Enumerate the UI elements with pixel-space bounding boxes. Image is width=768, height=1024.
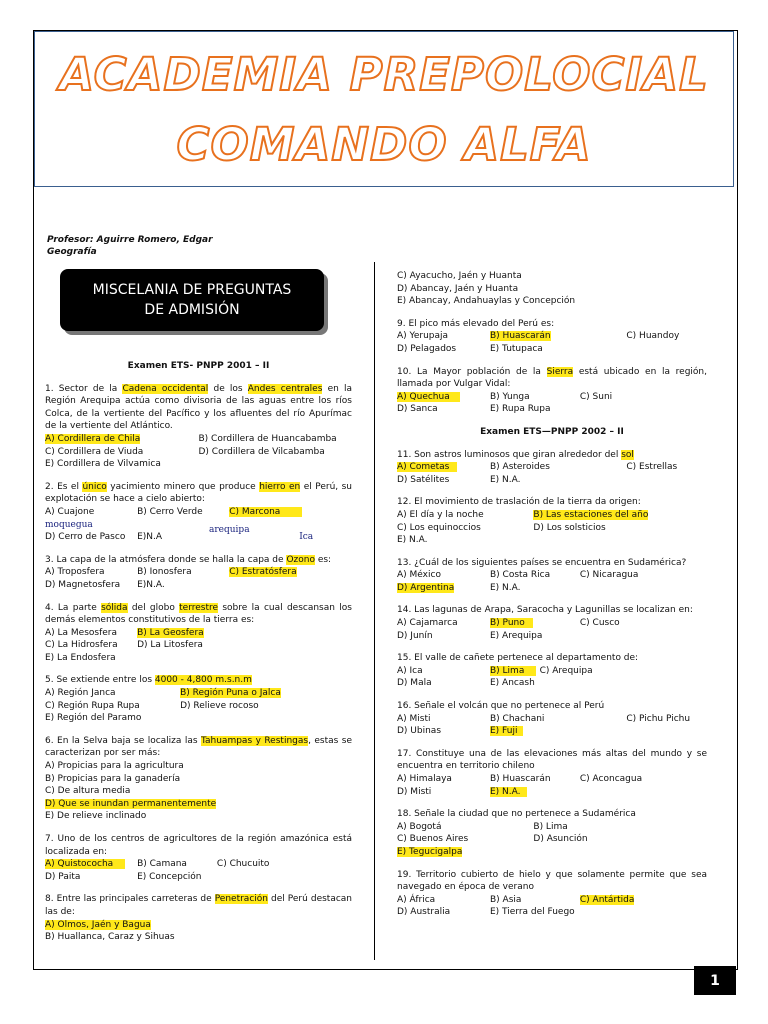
text-part: del Perú destacan las de: — [45, 894, 353, 917]
option-b: B) Las estaciones del año — [533, 509, 649, 520]
option-e: E) Región del Paramo — [45, 713, 142, 724]
question-12 — [397, 496, 707, 546]
highlight: Cadena occidental — [122, 383, 209, 394]
option-b: B) Asia — [490, 894, 522, 905]
option-e: E) De relieve inclinado — [45, 811, 147, 822]
option-a: A) La Mesosfera — [45, 627, 118, 638]
option-a: A) El día y la noche — [397, 509, 484, 520]
question-6 — [45, 735, 352, 823]
question-18 — [397, 808, 707, 858]
question-17 — [397, 748, 707, 798]
option-d: D) Misti — [397, 786, 432, 797]
option-b: B) Puno — [490, 618, 533, 628]
highlight: único — [82, 481, 107, 492]
section-title-line1: MISCELANIA DE PREGUNTAS — [92, 282, 292, 298]
option-d: D) Abancay, Jaén y Huanta — [397, 283, 519, 294]
option-d: D) Cerro de Pasco — [45, 532, 126, 543]
option-a: A) África — [397, 894, 436, 905]
option-d: D) Magnetosfera — [45, 579, 121, 590]
option-d: D) Satélites — [397, 474, 450, 485]
option-c: C) Estrellas — [626, 462, 678, 473]
text-part: sobre la cual descansan los demás elementos constitutivos de la tierra es: — [45, 602, 352, 626]
question-19 — [397, 869, 707, 919]
option-b: B) Lima — [533, 821, 568, 832]
question-text — [397, 366, 707, 391]
question-text — [45, 674, 352, 687]
option-e: E) N.A. — [490, 582, 521, 593]
question-10 — [397, 366, 707, 416]
option-e: E) Ancash — [490, 678, 535, 689]
option-e: E)N.A. — [137, 579, 165, 590]
option-d: D) Que se inundan permanentemente — [45, 798, 217, 809]
highlight: 4000 - 4,800 m.s.n.m — [154, 675, 252, 686]
option-e: E) Rupa Rupa — [490, 404, 551, 415]
option-a: A) Cuajone — [45, 506, 95, 517]
question-text: 13. ¿Cuál de los siguientes países se encuentra en Sudamérica? — [397, 557, 687, 568]
option-b: B) Camana — [137, 859, 187, 870]
question-15 — [397, 652, 707, 690]
option-c: C) La Hidrosfera — [45, 640, 118, 651]
option-b: B) Lima — [490, 666, 536, 676]
option-c: C) Aconcagua — [579, 774, 643, 784]
option-e: E) Fuji — [490, 726, 523, 736]
option-e: E) Concepción — [137, 871, 202, 882]
handwritten-note: Ica — [299, 532, 314, 543]
section-title-box — [60, 269, 324, 331]
question-text — [45, 383, 352, 433]
option-d: D) Sanca — [397, 404, 438, 415]
subject-name: Geografía — [47, 247, 97, 257]
question-text: 14. Las lagunas de Arapa, Saracocha y Lagunillas se localizan en: — [397, 605, 693, 616]
option-c: C) Ayacucho, Jaén y Huanta — [397, 271, 522, 281]
text-part: 8. Entre las principales carreteras de — [45, 894, 215, 905]
option-d: D) La Litosfera — [137, 640, 203, 651]
highlight: Sierra — [546, 366, 574, 377]
academy-subtitle: COMANDO ALFA — [176, 118, 592, 171]
option-d: D) Los solsticios — [533, 522, 606, 533]
option-b: B) Huallanca, Caraz y Sihuas — [45, 932, 175, 943]
highlight: sólida — [101, 602, 128, 613]
option-a: A) Misti — [397, 713, 431, 724]
option-c: C) Los equinoccios — [397, 522, 481, 533]
question-9 — [397, 318, 707, 356]
question-14 — [397, 604, 707, 642]
option-c: C) Estratósfera — [229, 567, 297, 578]
option-b: B) Yunga — [490, 391, 530, 402]
question-text — [397, 449, 707, 462]
question-text — [45, 554, 352, 567]
text-part: en la Región Arequipa actúa como divisoria de las aguas entre los ríos Colca, de la vertiente del Pacífico y los afluentes del río Apurímac de la vertiente del Atlántico. — [45, 383, 353, 432]
text-part: 3. La capa de la atmósfera donde se halla la capa de — [45, 554, 287, 565]
option-a: A) México — [397, 570, 441, 581]
question-text — [45, 481, 352, 506]
right-column — [397, 270, 707, 929]
handwritten-note: arequipa — [209, 525, 250, 536]
option-c: C) De altura media — [45, 786, 131, 797]
option-d: D) Asunción — [533, 834, 588, 845]
question-2 — [45, 481, 352, 544]
option-a: A) Quistococha — [45, 859, 125, 869]
question-5 — [45, 674, 352, 724]
option-e: E) La Endosfera — [45, 652, 116, 663]
option-c: C) Huandoy — [626, 331, 680, 342]
option-b: B) Ionosfera — [137, 567, 192, 578]
option-a: A) Quechua — [397, 392, 460, 402]
question-11 — [397, 449, 707, 487]
option-a: A) Himalaya — [397, 774, 452, 784]
text-part: 1. Sector de la — [45, 383, 123, 394]
text-part: el Perú, su explotación se hace a cielo abierto: — [45, 481, 353, 505]
question-text: 12. El movimiento de traslación de la tierra da origen: — [397, 497, 641, 508]
option-a: A) Troposfera — [45, 567, 105, 578]
highlight: Penetración — [214, 894, 268, 905]
text-part: 4. La parte — [45, 602, 102, 613]
option-c: C) Antártida — [579, 894, 635, 905]
option-e: E) Arequipa — [490, 630, 543, 641]
option-b: B) Cordillera de Huancabamba — [198, 433, 337, 444]
exam-heading: Examen ETS—PNPP 2002 – II — [480, 426, 624, 437]
question-7 — [45, 833, 352, 883]
option-d: D) Cordillera de Vilcabamba — [198, 446, 325, 457]
question-text: 9. El pico más elevado del Perú es: — [397, 318, 555, 329]
option-c: C) Marcona — [229, 507, 302, 517]
question-13 — [397, 557, 707, 595]
text-part: 11. Son astros luminosos que giran alrededor del — [397, 449, 622, 460]
option-a: A) Cometas — [397, 462, 457, 472]
option-d: D) Junín — [397, 630, 433, 641]
question-8 — [45, 893, 352, 943]
option-c: C) Chucuito — [216, 859, 270, 870]
text-part: es: — [314, 554, 332, 565]
section-title-line2: DE ADMISIÓN — [144, 302, 240, 318]
option-d: D) Pelagados — [397, 343, 457, 354]
option-a: A) Ica — [397, 665, 423, 676]
text-part: está ubicado en la región, llamada por Vulgar Vidal: — [397, 366, 707, 390]
option-b: B) Propicias para la ganadería — [45, 773, 181, 784]
professor-name: Profesor: Aguirre Romero, Edgar — [47, 235, 213, 245]
page-number: 1 — [694, 966, 736, 995]
text-part: del globo — [127, 602, 180, 613]
option-a: A) Olmos, Jaén y Bagua — [45, 919, 151, 930]
option-e: E) N.A. — [490, 787, 527, 797]
option-b: B) Huascarán — [490, 774, 551, 784]
text-part: 6. En la Selva baja se localiza las — [45, 735, 201, 746]
highlight: Andes centrales — [247, 383, 323, 394]
option-c: C) Pichu Pichu — [626, 713, 691, 724]
option-c: C) Buenos Aires — [397, 834, 469, 845]
option-c: C) Región Rupa Rupa — [45, 700, 140, 711]
text-part: yacimiento minero que produce — [106, 481, 260, 492]
highlight: Tahuampas y Restingas — [201, 735, 309, 746]
option-b: B) Asteroides — [490, 462, 550, 473]
highlight: Ozono — [286, 554, 315, 565]
text-part: 10. La Mayor población de la — [397, 366, 547, 377]
option-e: E) Cordillera de Vilvamica — [45, 459, 161, 470]
left-column — [45, 360, 352, 954]
question-16 — [397, 700, 707, 738]
text-part: de los — [208, 383, 248, 394]
option-d: D) Ubinas — [397, 726, 442, 737]
option-e: E) Tierra del Fuego — [490, 907, 575, 918]
option-e: E) Tegucigalpa — [397, 846, 463, 857]
option-e: E) Tutupaca — [490, 343, 543, 354]
highlight: terrestre — [179, 602, 219, 613]
option-a: A) Yerupaja — [397, 331, 449, 342]
option-d: D) Australia — [397, 907, 451, 918]
option-e: E) N.A. — [397, 535, 428, 546]
question-text: 17. Constituye una de las elevaciones más altas del mundo y se encuentra en territorio chileno — [397, 748, 707, 772]
option-b: B) Chachani — [490, 713, 545, 724]
exam-heading: Examen ETS- PNPP 2001 – II — [127, 361, 270, 371]
option-e: E)N.A — [137, 532, 163, 543]
question-text — [45, 602, 352, 627]
question-text — [45, 893, 352, 918]
question-4 — [45, 602, 352, 665]
option-b: B) Región Puna o Jalca — [180, 688, 281, 699]
option-a: A) Bogotá — [397, 821, 442, 832]
professor-info — [47, 234, 213, 258]
option-a: A) Cordillera de Chila — [45, 433, 141, 444]
option-b: B) La Geosfera — [137, 627, 204, 638]
option-b: B) Cerro Verde — [137, 506, 203, 517]
question-text: 18. Señale la ciudad que no pertenece a Sudamérica — [397, 809, 636, 820]
option-b: B) Huascarán — [490, 331, 551, 342]
option-c: C) Arequipa — [539, 665, 593, 676]
text-part: 2. Es el — [45, 481, 83, 492]
highlight: sol — [621, 449, 634, 460]
highlight: hierro en — [259, 481, 301, 492]
option-c: C) Cusco — [579, 618, 620, 629]
question-text: 15. El valle de cañete pertenece al departamento de: — [397, 653, 639, 664]
option-b: B) Costa Rica — [490, 570, 551, 581]
option-a: A) Región Janca — [45, 688, 116, 699]
text-part: 5. Se extiende entre los — [45, 675, 155, 686]
option-d: D) Mala — [397, 678, 432, 689]
question-text: 16. Señale el volcán que no pertenece al Perú — [397, 701, 605, 712]
column-divider — [374, 262, 375, 960]
option-d: D) Paita — [45, 871, 81, 882]
handwritten-note: moquegua — [45, 519, 93, 530]
option-e: E) N.A. — [490, 474, 521, 485]
option-a: A) Propicias para la agricultura — [45, 761, 184, 772]
option-c: C) Cordillera de Viuda — [45, 446, 144, 457]
option-c: C) Suni — [579, 391, 613, 402]
question-3 — [45, 554, 352, 592]
question-8-continued — [397, 270, 707, 308]
option-a: A) Cajamarca — [397, 618, 458, 629]
option-d: D) Relieve rocoso — [180, 700, 259, 711]
question-text — [45, 735, 352, 760]
question-1 — [45, 383, 352, 471]
question-text: 19. Territorio cubierto de hielo y que solamente permite que sea navegado en época de verano — [397, 869, 707, 893]
text-part: , estas se caracterizan por ser más: — [45, 735, 353, 759]
academy-title: ACADEMIA PREPOLOCIAL — [59, 48, 709, 101]
option-d: D) Argentina — [397, 582, 455, 593]
option-c: C) Nicaragua — [579, 570, 639, 581]
question-text: 7. Uno de los centros de agricultores de la región amazónica está localizada en: — [45, 834, 352, 857]
option-e: E) Abancay, Andahuaylas y Concepción — [397, 296, 576, 307]
